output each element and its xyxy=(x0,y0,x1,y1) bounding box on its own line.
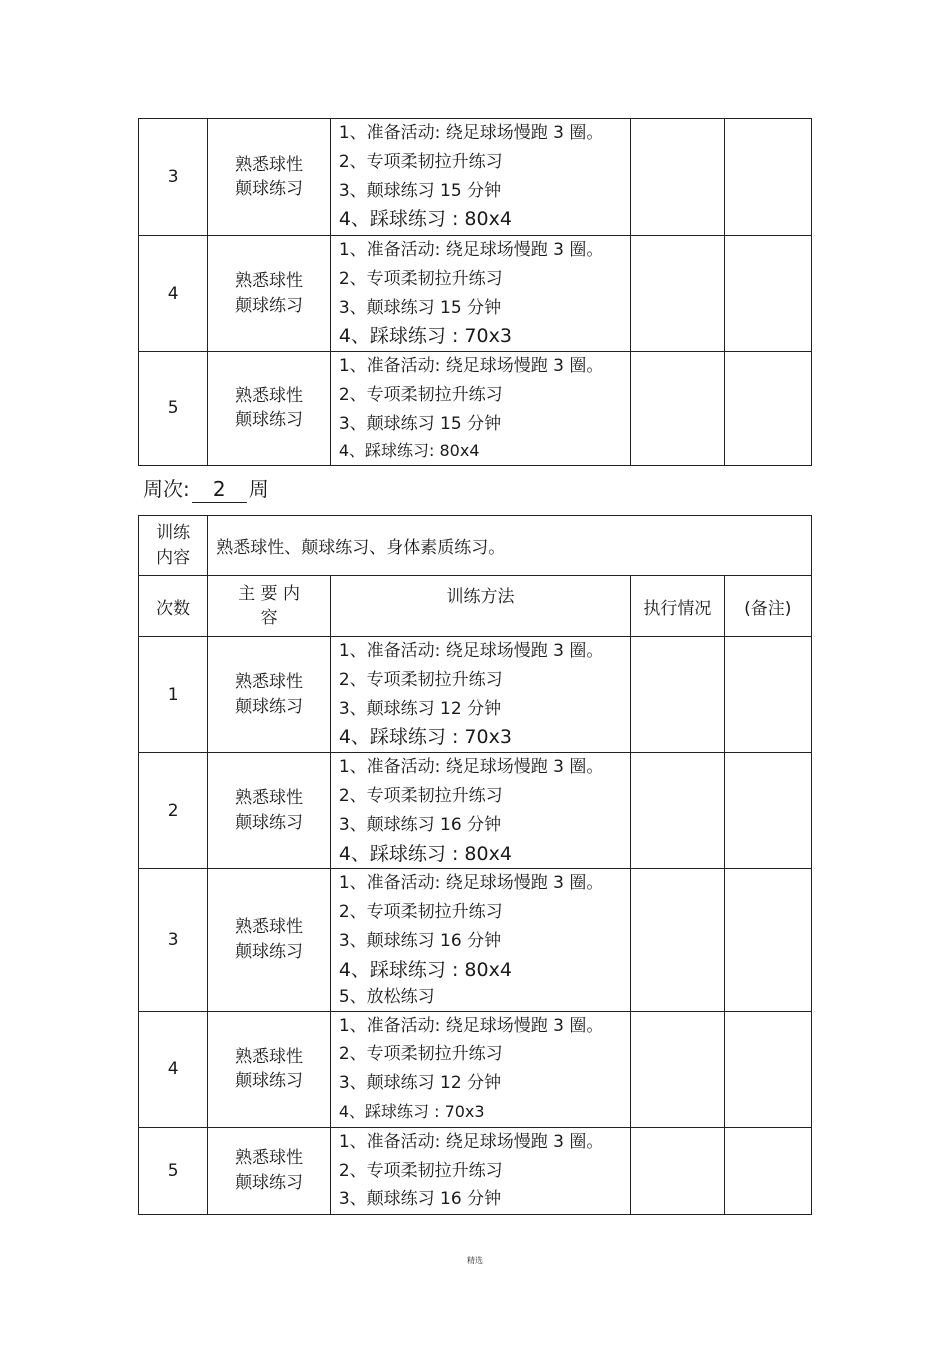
main-content-cell: 熟悉球性 颠球练习 xyxy=(208,1127,331,1214)
table-row xyxy=(139,637,812,753)
remark-cell xyxy=(724,637,811,753)
week-table xyxy=(138,515,812,1215)
header-method: 训练方法 xyxy=(330,576,630,637)
session-number: 3 xyxy=(139,869,208,1011)
main-content-cell: 熟悉球性 颠球练习 xyxy=(208,119,331,236)
remark-cell xyxy=(724,869,811,1011)
method-cell: 1、准备活动: 绕足球场慢跑 3 圈。 2、专项柔韧拉升练习 3、颠球练习 15 分钟 4、踩球练习 : 80x4 xyxy=(330,119,630,236)
table-row xyxy=(139,753,812,869)
method-cell: 1、准备活动: 绕足球场慢跑 3 圈。 2、专项柔韧拉升练习 3、颠球练习 15 分钟 4、踩球练习 : 70x3 xyxy=(330,236,630,352)
execution-cell xyxy=(631,352,724,465)
execution-cell xyxy=(631,869,724,1011)
session-number: 3 xyxy=(139,119,208,236)
table-row xyxy=(139,352,812,465)
header-main-content: 主 要 内 容 xyxy=(208,576,331,637)
session-number: 5 xyxy=(139,352,208,465)
main-content-cell: 熟悉球性 颠球练习 xyxy=(208,236,331,352)
header-count: 次数 xyxy=(139,576,208,637)
main-content-cell: 熟悉球性 颠球练习 xyxy=(208,869,331,1011)
remark-cell xyxy=(724,352,811,465)
execution-cell xyxy=(631,1011,724,1127)
method-cell: 1、准备活动: 绕足球场慢跑 3 圈。 2、专项柔韧拉升练习 3、颠球练习 16 分钟 4、踩球练习 : 80x4 5、放松练习 xyxy=(330,869,630,1011)
remark-cell xyxy=(724,753,811,869)
table-row xyxy=(139,119,812,236)
header-remark: (备注) xyxy=(724,576,811,637)
table-row xyxy=(139,869,812,1011)
execution-cell xyxy=(631,1127,724,1214)
week-suffix: 周 xyxy=(248,477,269,501)
training-content-label: 训练 内容 xyxy=(139,516,208,576)
method-cell: 1、准备活动: 绕足球场慢跑 3 圈。 2、专项柔韧拉升练习 3、颠球练习 16 分钟 4、踩球练习 : 80x4 xyxy=(330,753,630,869)
header-row xyxy=(139,576,812,637)
session-number: 2 xyxy=(139,753,208,869)
week-label xyxy=(143,476,269,503)
week-prefix: 周次: xyxy=(143,477,190,501)
previous-week-table xyxy=(138,118,812,466)
table-row xyxy=(139,236,812,352)
remark-cell xyxy=(724,236,811,352)
table-row xyxy=(139,1011,812,1127)
method-cell: 1、准备活动: 绕足球场慢跑 3 圈。 2、专项柔韧拉升练习 3、颠球练习 12 分钟 4、踩球练习 : 70x3 xyxy=(330,1011,630,1127)
main-content-cell: 熟悉球性 颠球练习 xyxy=(208,352,331,465)
remark-cell xyxy=(724,119,811,236)
execution-cell xyxy=(631,753,724,869)
session-number: 4 xyxy=(139,236,208,352)
session-number: 5 xyxy=(139,1127,208,1214)
main-content-cell: 熟悉球性 颠球练习 xyxy=(208,753,331,869)
week-number: 2 xyxy=(192,476,247,503)
execution-cell xyxy=(631,236,724,352)
execution-cell xyxy=(631,119,724,236)
header-execution: 执行情况 xyxy=(631,576,724,637)
main-content-cell: 熟悉球性 颠球练习 xyxy=(208,1011,331,1127)
session-number: 1 xyxy=(139,637,208,753)
remark-cell xyxy=(724,1127,811,1214)
session-number: 4 xyxy=(139,1011,208,1127)
method-cell: 1、准备活动: 绕足球场慢跑 3 圈。 2、专项柔韧拉升练习 3、颠球练习 16 分钟 xyxy=(330,1127,630,1214)
training-content-text: 熟悉球性、颠球练习、身体素质练习。 xyxy=(208,516,812,576)
execution-cell xyxy=(631,637,724,753)
method-cell: 1、准备活动: 绕足球场慢跑 3 圈。 2、专项柔韧拉升练习 3、颠球练习 12 分钟 4、踩球练习 : 70x3 xyxy=(330,637,630,753)
table-row xyxy=(139,1127,812,1214)
remark-cell xyxy=(724,1011,811,1127)
main-content-cell: 熟悉球性 颠球练习 xyxy=(208,637,331,753)
footer-text: 精选 xyxy=(467,1256,483,1265)
method-cell: 1、准备活动: 绕足球场慢跑 3 圈。 2、专项柔韧拉升练习 3、颠球练习 15 分钟 4、踩球练习: 80x4 xyxy=(330,352,630,465)
training-content-row xyxy=(139,516,812,576)
